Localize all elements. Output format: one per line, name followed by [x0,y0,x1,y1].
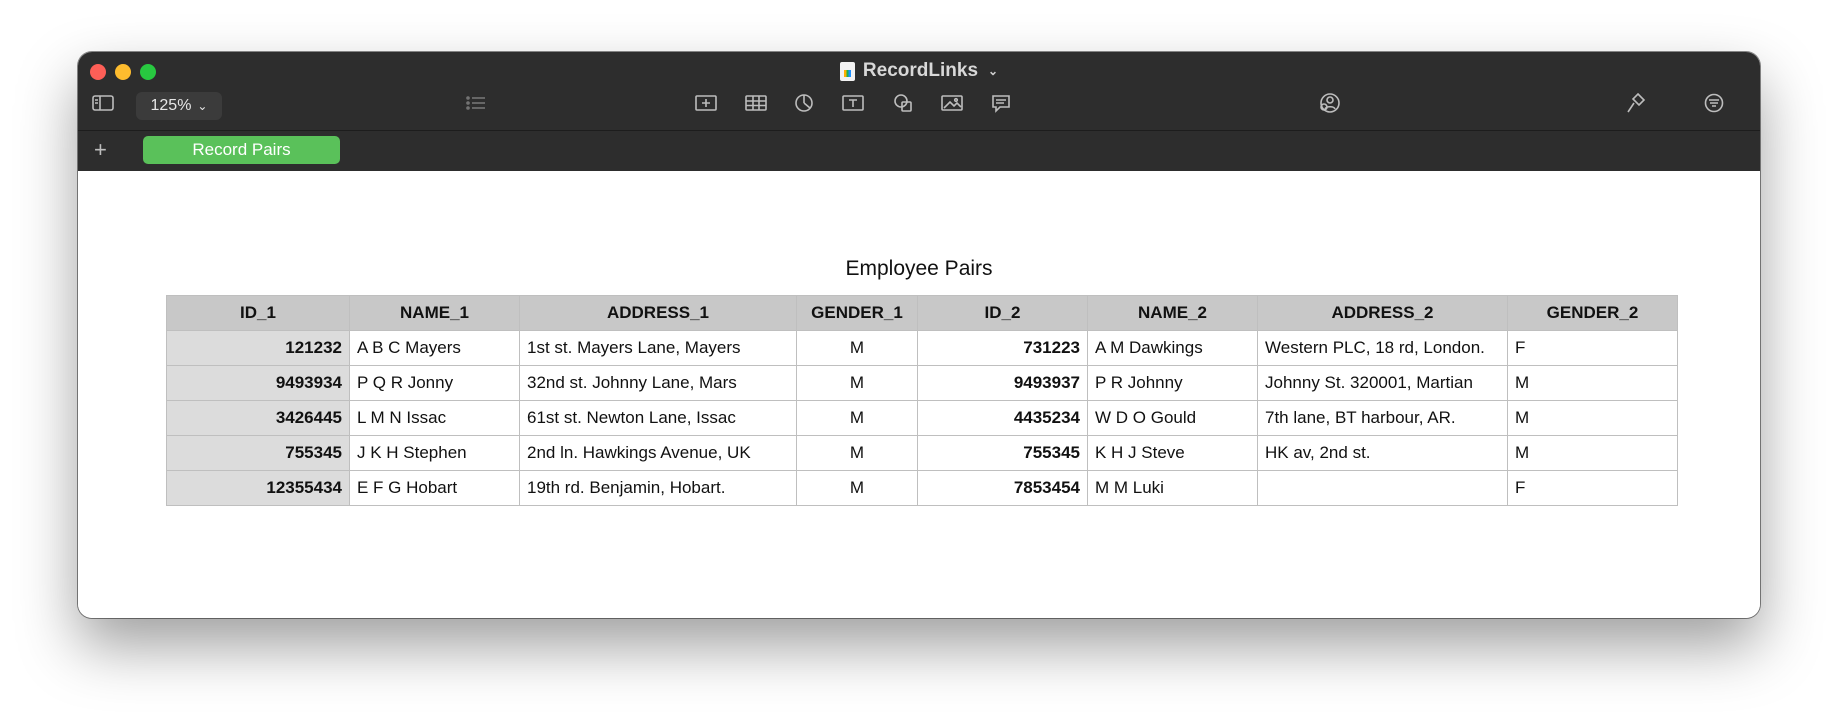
column-header-gender_2[interactable]: GENDER_2 [1508,296,1678,331]
list-icon[interactable] [463,92,489,114]
table-cell-address_2[interactable]: Western PLC, 18 rd, London. [1258,331,1508,366]
table-cell-gender_1[interactable]: M [797,436,918,471]
table-row [167,436,1678,471]
table-cell-id_1[interactable]: 9493934 [167,366,350,401]
column-header-gender_1[interactable]: GENDER_1 [797,296,918,331]
table-cell-name_2[interactable]: W D O Gould [1088,401,1258,436]
table-cell-gender_2[interactable]: F [1508,331,1678,366]
table-cell-address_1[interactable]: 61st st. Newton Lane, Issac [520,401,797,436]
table-row [167,366,1678,401]
text-icon[interactable] [840,92,866,114]
collaborate-icon[interactable] [1316,92,1342,114]
chevron-down-icon: ⌄ [197,99,208,113]
table-cell-name_1[interactable]: E F G Hobart [350,471,520,506]
table-row [167,471,1678,506]
table-cell-name_1[interactable]: L M N Issac [350,401,520,436]
media-icon[interactable] [939,92,965,114]
chart-icon[interactable] [791,92,817,114]
table-cell-id_1[interactable]: 3426445 [167,401,350,436]
document-title-menu[interactable] [78,60,1760,82]
table-cell-gender_1[interactable]: M [797,366,918,401]
table-cell-id_2[interactable]: 755345 [918,436,1088,471]
table-cell-name_2[interactable]: M M Luki [1088,471,1258,506]
organize-icon[interactable] [1701,92,1727,114]
text-box-icon[interactable] [693,92,719,114]
tab-record-pairs[interactable]: Record Pairs [143,136,340,164]
table-cell-gender_2[interactable]: M [1508,366,1678,401]
table-cell-gender_1[interactable]: M [797,471,918,506]
table-icon[interactable] [743,92,769,114]
table-cell-name_1[interactable]: J K H Stephen [350,436,520,471]
format-icon[interactable] [1623,92,1649,114]
column-header-id_1[interactable]: ID_1 [167,296,350,331]
sidebar-icon[interactable] [90,92,116,114]
table-cell-id_2[interactable]: 731223 [918,331,1088,366]
shape-icon[interactable] [890,92,916,114]
table-cell-gender_2[interactable]: M [1508,436,1678,471]
column-header-id_2[interactable]: ID_2 [918,296,1088,331]
table-cell-name_2[interactable]: P R Johnny [1088,366,1258,401]
table-cell-id_2[interactable]: 4435234 [918,401,1088,436]
table-body [167,331,1678,506]
table-row [167,331,1678,366]
table-cell-id_2[interactable]: 9493937 [918,366,1088,401]
document-title: RecordLinks [862,60,979,81]
table-cell-id_1[interactable]: 755345 [167,436,350,471]
table-cell-id_1[interactable]: 12355434 [167,471,350,506]
sheet-tab-bar [78,130,1760,171]
column-header-name_1[interactable]: NAME_1 [350,296,520,331]
table-cell-gender_2[interactable]: F [1508,471,1678,506]
table-cell-address_1[interactable]: 32nd st. Johnny Lane, Mars [520,366,797,401]
column-header-name_2[interactable]: NAME_2 [1088,296,1258,331]
table-cell-address_2[interactable]: HK av, 2nd st. [1258,436,1508,471]
table-cell-gender_1[interactable]: M [797,331,918,366]
table-cell-address_2[interactable]: 7th lane, BT harbour, AR. [1258,401,1508,436]
table-cell-id_2[interactable]: 7853454 [918,471,1088,506]
table-cell-address_1[interactable]: 2nd ln. Hawkings Avenue, UK [520,436,797,471]
table-cell-address_2[interactable]: Johnny St. 320001, Martian [1258,366,1508,401]
table-cell-gender_2[interactable]: M [1508,401,1678,436]
header-row [167,296,1678,331]
table-cell-address_2[interactable] [1258,471,1508,506]
table-cell-id_1[interactable]: 121232 [167,331,350,366]
numbers-document-icon [840,62,855,81]
table-title[interactable]: Employee Pairs [845,257,993,280]
employee-pairs-table[interactable] [166,295,1678,506]
column-header-address_2[interactable]: ADDRESS_2 [1258,296,1508,331]
table-cell-address_1[interactable]: 1st st. Mayers Lane, Mayers [520,331,797,366]
table-cell-name_2[interactable]: A M Dawkings [1088,331,1258,366]
app-window [78,52,1760,618]
comment-icon[interactable] [988,92,1014,114]
table-row [167,401,1678,436]
zoom-select[interactable] [136,92,222,120]
table-cell-name_1[interactable]: A B C Mayers [350,331,520,366]
zoom-value: 125% [150,97,192,114]
chevron-down-icon: ⌄ [988,64,999,78]
table-cell-gender_1[interactable]: M [797,401,918,436]
column-header-address_1[interactable]: ADDRESS_1 [520,296,797,331]
sheet-canvas [78,171,1760,618]
table-cell-name_2[interactable]: K H J Steve [1088,436,1258,471]
title-bar [78,52,1760,130]
table-cell-name_1[interactable]: P Q R Jonny [350,366,520,401]
table-cell-address_1[interactable]: 19th rd. Benjamin, Hobart. [520,471,797,506]
add-sheet-button[interactable]: + [94,137,107,162]
